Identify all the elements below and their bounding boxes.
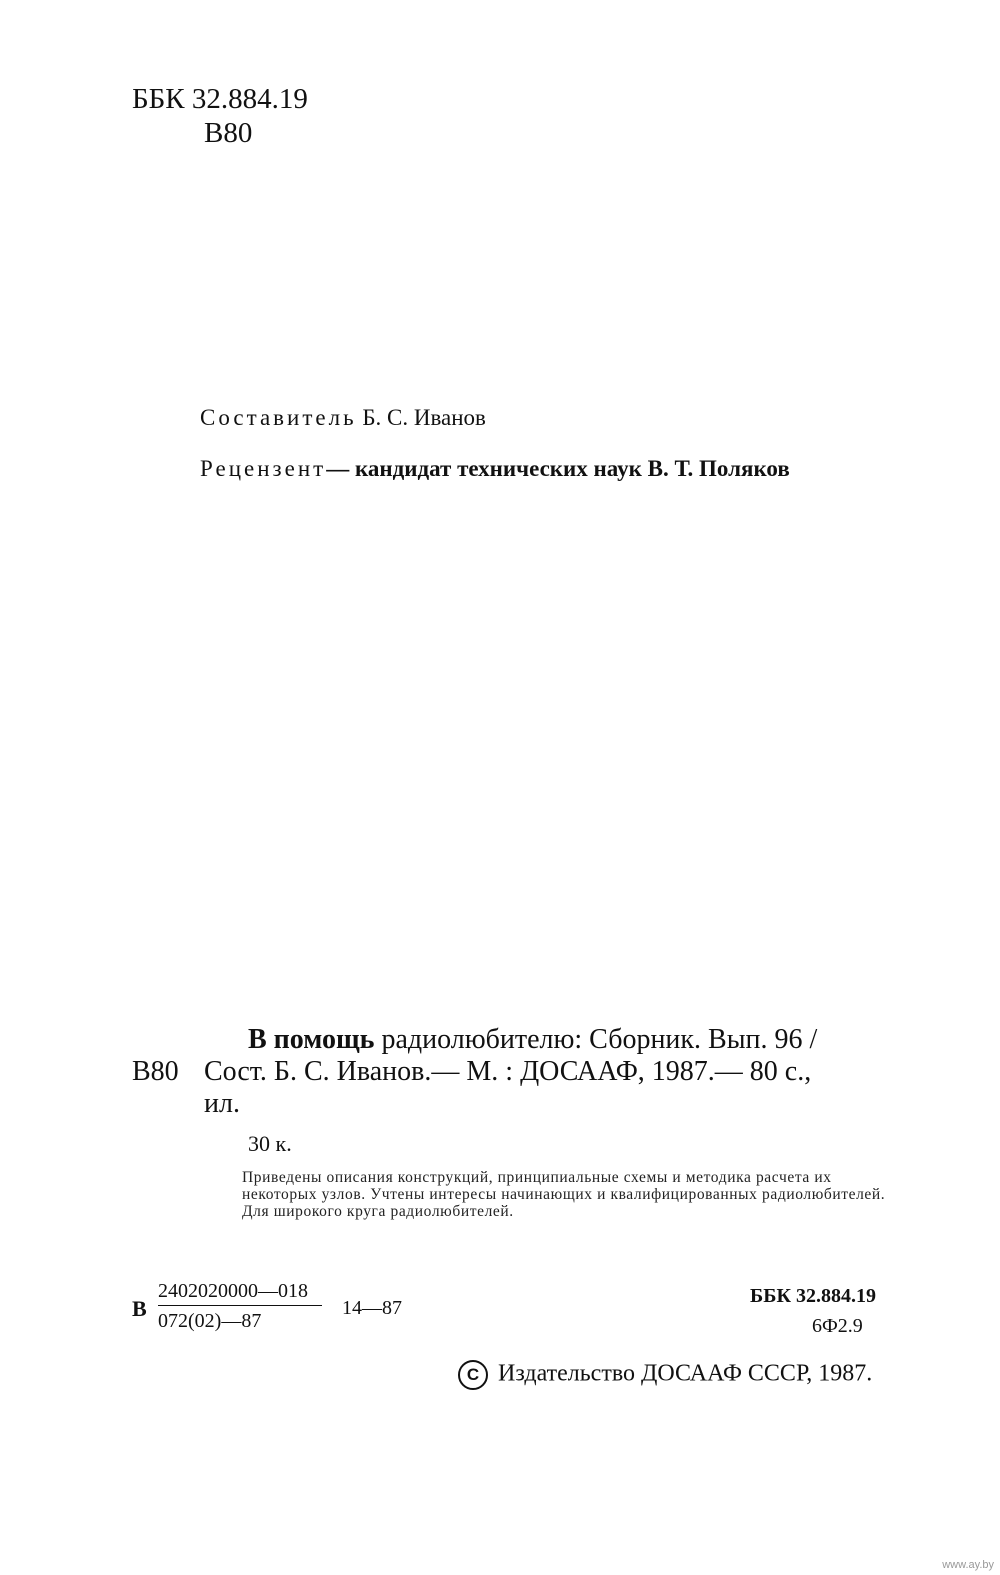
compiler-label: Составитель (200, 405, 357, 430)
bibliography-line3: ил. (204, 1088, 240, 1119)
bibliography-title (248, 1024, 817, 1056)
copyright-icon: C (458, 1360, 488, 1390)
classification-letter: В (132, 1296, 147, 1321)
compiler-line (200, 405, 486, 431)
reviewer-line (200, 456, 790, 482)
bibliography-title-rest: радиолюбителю: Сборник. Вып. 96 / (381, 1024, 818, 1055)
bibliography-code: В80 (132, 1056, 179, 1087)
copyright-text: Издательство ДОСААФ СССР, 1987. (498, 1360, 873, 1387)
abstract (242, 1169, 906, 1220)
bibliography-line2: Сост. Б. С. Иванов.— М. : ДОСААФ, 1987.— 80 с., (204, 1056, 812, 1087)
classification-bbk-block (750, 1281, 876, 1341)
abstract-para1: Приведены описания конструкций, принципиальные схемы и методика расчета их некоторых узлов. Учтены интересы начинающих и квалифицированных радиолюбителей. (242, 1169, 886, 1203)
watermark: www.ay.by (942, 1559, 994, 1571)
classification-side: 14—87 (342, 1297, 402, 1319)
price: 30 к. (248, 1131, 292, 1156)
reviewer-label: Рецензент (200, 456, 327, 481)
classification-bbk-code: 6Ф2.9 (812, 1315, 863, 1337)
abstract-para2: Для широкого круга радиолюбителей. (242, 1203, 514, 1220)
header-index: В80 (204, 117, 253, 149)
header-bbk-block (132, 82, 308, 150)
header-bbk: ББК 32.884.19 (132, 83, 308, 115)
classification-bbk: ББК 32.884.19 (750, 1285, 876, 1307)
reviewer-text: — кандидат технических наук В. Т. Поляков (326, 456, 790, 481)
compiler-name: Б. С. Иванов (362, 405, 486, 430)
classification-denominator: 072(02)—87 (158, 1310, 262, 1332)
copyright-line (458, 1360, 872, 1390)
bibliography-title-bold: В помощь (248, 1024, 375, 1055)
classification-numerator: 2402020000—018 (158, 1280, 322, 1306)
